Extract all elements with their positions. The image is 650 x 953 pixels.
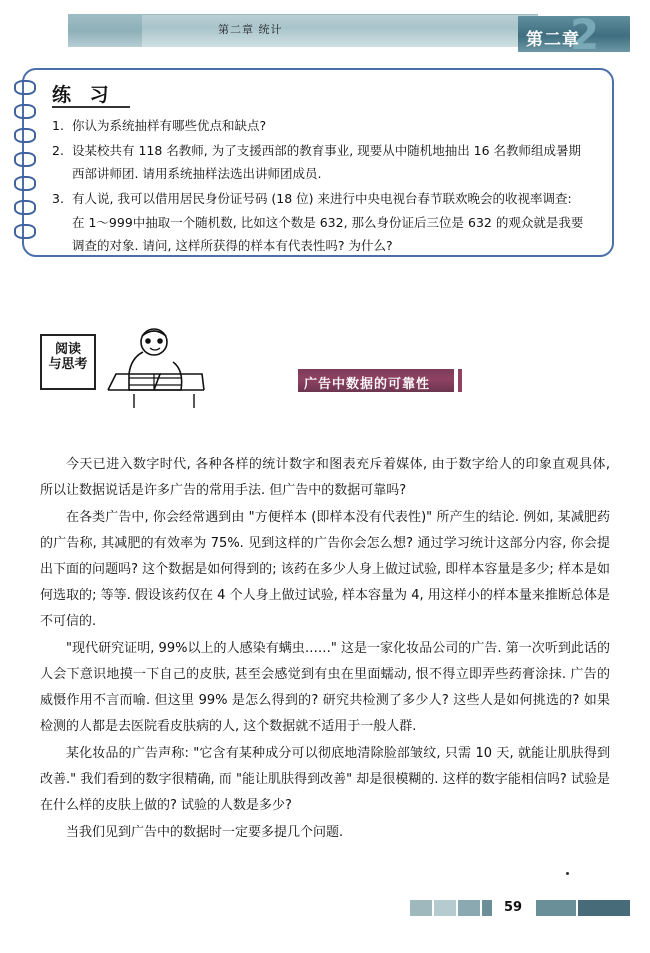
reading-title-banner — [298, 369, 478, 393]
paragraph: 在各类广告中, 你会经常遇到由 "方便样本 (即样本没有代表性)" 所产生的结论. 例如, 某减肥药的广告称, 其减肥的有效率为 75%. 见到这样的广告你会怎么想? 通过学习统计这部分内容, 你会提出下面的问题吗? 这个数据是如何得到的; 该药在多少人身上做过试验, 即样本容量是多少; 样本是如何选取的; 等等. 假设该药仅在 4 个人身上做过试验, 样本容量为 4, 用这样小的样本量来推断总体是不可信的. — [40, 510, 610, 629]
list-item — [52, 139, 592, 185]
item-text — [72, 114, 592, 137]
footer-block — [458, 900, 480, 916]
reading-body — [40, 452, 610, 847]
item-line: 设某校共有 118 名教师, 为了支援西部的教育事业, 现要从中随机地抽出 16 名教师组成暑期 — [72, 143, 582, 159]
item-text — [72, 139, 592, 185]
reading-badge: 阅读 与思考 — [40, 334, 96, 390]
paragraph: 今天已进入数字时代, 各种各样的统计数字和图表充斥着媒体, 由于数字给人的印象直观具体, 所以让数据说话是许多广告的常用手法. 但广告中的数据可靠吗? — [40, 457, 610, 498]
item-line: 有人说, 我可以借用居民身份证号码 (18 位) 来进行中央电视台春节联欢晚会的收视率调查: — [72, 191, 572, 207]
exercise-title-underline — [52, 106, 130, 108]
student-reading-icon — [98, 322, 218, 412]
chapter-badge — [518, 10, 630, 59]
item-line: 在 1～999中抽取一个随机数, 比如这个数是 632, 那么身份证后三位是 632 的观众就是我要 — [72, 214, 584, 230]
footer-block — [536, 900, 576, 916]
exercise-title: 练 习 — [52, 84, 115, 106]
reading-section-illustration — [40, 322, 220, 414]
running-title: 第二章 统计 — [218, 23, 283, 36]
footer-block — [578, 900, 630, 916]
list-item — [52, 187, 592, 256]
page-number: 59 — [504, 900, 523, 915]
footer-dot — [566, 872, 569, 875]
footer-block — [434, 900, 456, 916]
reading-title-tick — [458, 369, 462, 392]
item-number: 2. — [52, 143, 64, 159]
exercise-content — [22, 68, 610, 253]
reading-title-bar — [298, 369, 454, 392]
reading-title: 广告中数据的可靠性 — [304, 377, 431, 392]
paragraph: "现代研究证明, 99%以上的人感染有螨虫……" 这是一家化妆品公司的广告. 第一次听到此话的人会下意识地摸一下自己的皮肤, 甚至会感觉到有虫在里面蠕动, 恨不得立即弄些药膏涂抹. 广告的威慑作用不言而喻. 但这里 99% 是怎么得到的? 研究共检测了多少人? 这些人是如何挑选的? 如果检测的人都是去医院看皮肤病的人, 这个数据就不适用于一般人群. — [40, 641, 610, 734]
paragraph: 某化妆品的广告声称: "它含有某种成分可以彻底地清除脸部皱纹, 只需 10 天, 就能让肌肤得到改善." 我们看到的数字很精确, 而 "能让肌肤得到改善" 却是很模糊的. 这样的数字能相信吗? 试验是在什么样的皮肤上做的? 试验的人数是多少? — [40, 746, 610, 813]
paragraph: 当我们见到广告中的数据时一定要多提几个问题. — [66, 825, 344, 840]
footer-block — [410, 900, 432, 916]
item-text — [72, 187, 592, 256]
item-line: 你认为系统抽样有哪些优点和缺点? — [72, 118, 267, 133]
item-line: 西部讲师团. 请用系统抽样法选出讲师团成员. — [72, 166, 322, 182]
header-band-accent — [68, 15, 142, 47]
list-item — [52, 114, 592, 137]
chapter-label: 第二章 — [526, 30, 580, 50]
item-number: 1. — [52, 118, 64, 133]
header-band — [68, 14, 538, 47]
item-number: 3. — [52, 191, 64, 207]
page-header — [68, 10, 630, 59]
page-footer — [410, 900, 630, 918]
footer-block — [482, 900, 492, 916]
chapter-number: 2 — [570, 10, 600, 59]
exercise-list — [52, 114, 592, 259]
item-line: 调查的对象. 请问, 这样所获得的样本有代表性吗? 为什么? — [72, 237, 393, 253]
